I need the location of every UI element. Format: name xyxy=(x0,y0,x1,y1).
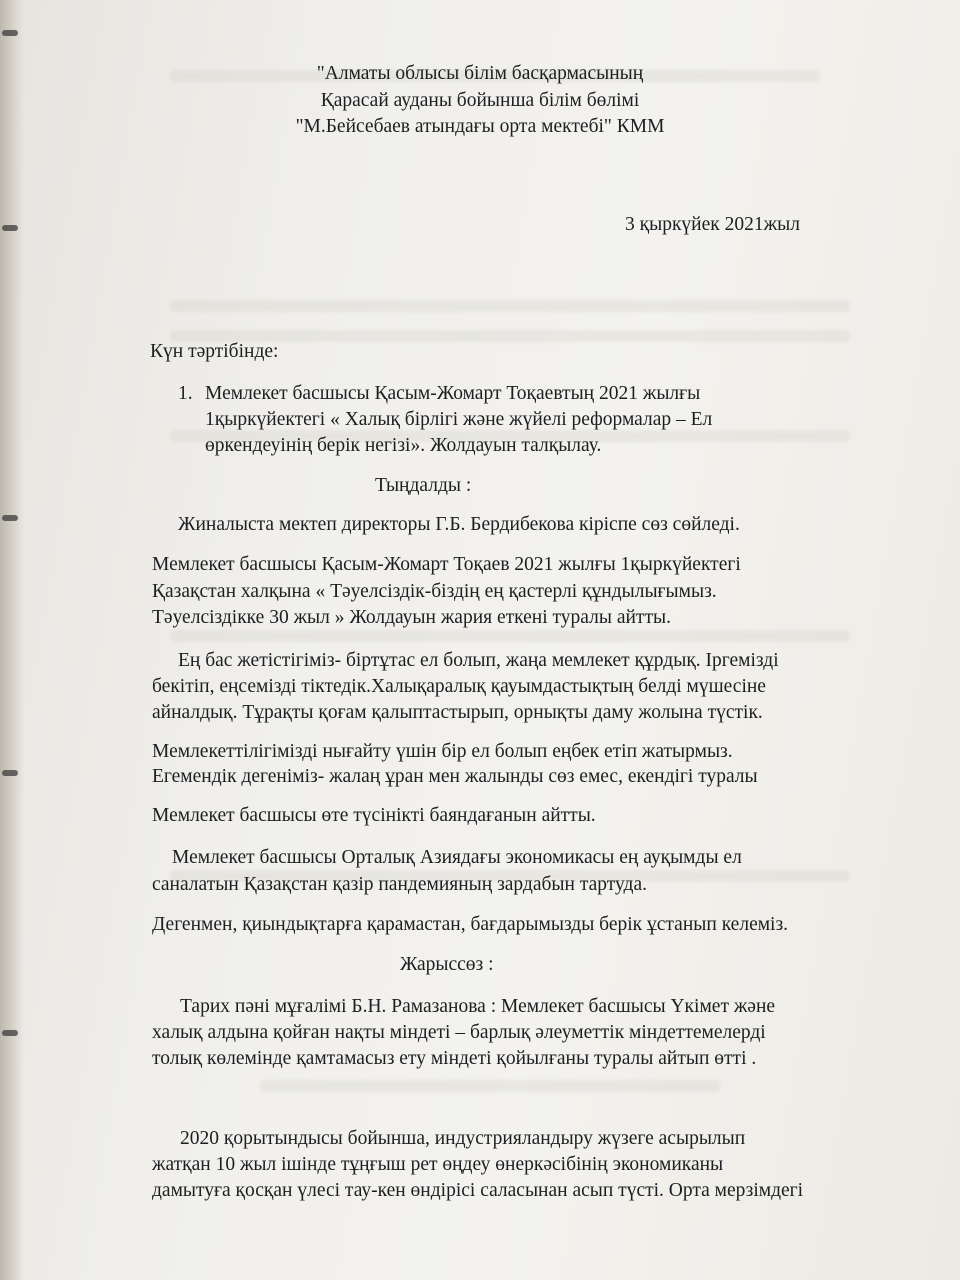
paragraph-line: Тәуелсіздікке 30 жыл » Жолдауын жария еткені туралы айтты. xyxy=(152,607,671,628)
paragraph-line: Мемлекет басшысы Қасым-Жомарт Тоқаев 2021 жылғы 1қыркүйектегі xyxy=(152,554,741,575)
debate-line: Тарих пәні мұғалімі Б.Н. Рамазанова : Мемлекет басшысы Үкімет және xyxy=(180,996,776,1017)
heard-title: Тыңдалды : xyxy=(375,475,472,496)
show-through xyxy=(260,1080,720,1092)
binder-mark xyxy=(2,30,18,36)
paragraph-line: Мемлекеттілігімізді нығайту үшін бір ел болып еңбек етіп жатырмыз. xyxy=(152,741,733,762)
paragraph-line: Жиналыста мектеп директоры Г.Б. Бердибекова кіріспе сөз сөйледі. xyxy=(178,514,740,535)
agenda-item-line: 1қыркүйектегі « Халық бірлігі және жүйелі реформалар – Ел xyxy=(205,409,713,430)
header-line-2: Қарасай ауданы бойынша білім бөлімі xyxy=(320,90,640,111)
paragraph-line: Қазақстан халқына « Тәуелсіздік-біздің ең қастерлі құндылығымыз. xyxy=(152,581,717,602)
agenda-item-line: өркендеуінің берік негізі». Жолдауын талқылау. xyxy=(205,435,602,456)
paragraph-line: саналатын Қазақстан қазір пандемияның зардабын тартуда. xyxy=(152,874,647,895)
debate-line: толық көлемінде қамтамасыз ету міндеті қойылғаны туралы айтып өтті . xyxy=(152,1048,757,1069)
header-line-3: "М.Бейсебаев атындағы орта мектебі" КММ xyxy=(295,116,665,137)
show-through xyxy=(170,300,850,312)
agenda-title: Күн тәртібінде: xyxy=(150,341,279,362)
paragraph-line: бекітіп, еңсемізді тіктедік.Халықаралық қауымдастықтың белді мүшесіне xyxy=(152,676,766,697)
paragraph-line: Мемлекет басшысы өте түсінікті баяндағанын айтты. xyxy=(152,805,596,826)
final-line: жатқан 10 жыл ішінде тұңғыш рет өңдеу өнеркәсібінің экономиканы xyxy=(152,1154,724,1175)
binder-mark xyxy=(2,515,18,521)
document-date: 3 қыркүйек 2021жыл xyxy=(625,214,800,235)
final-line: 2020 қорытындысы бойынша, индустрияландыру жүзеге асырылып xyxy=(180,1128,746,1149)
paragraph-line: Дегенмен, қиындықтарға қарамастан, бағдарымызды берік ұстанып келеміз. xyxy=(152,914,789,935)
binder-mark xyxy=(2,1030,18,1036)
paragraph-line: Егемендік дегеніміз- жалаң ұран мен жалынды сөз емес, екендігі туралы xyxy=(152,766,758,787)
agenda-item-line: Мемлекет басшысы Қасым-Жомарт Тоқаевтың 2021 жылғы xyxy=(205,383,701,404)
binder-mark xyxy=(2,225,18,231)
header-line-1: "Алматы облысы білім басқармасының xyxy=(316,63,644,84)
paragraph-line: Ең бас жетістігіміз- біртұтас ел болып, жаңа мемлекет құрдық. Іргемізді xyxy=(178,650,779,671)
agenda-item-number: 1. xyxy=(178,383,193,404)
final-line: дамытуға қосқан үлесі тау-кен өндірісі саласынан асып түсті. Орта мерзімдегі xyxy=(152,1180,804,1201)
binder-mark xyxy=(2,770,18,776)
show-through xyxy=(170,630,850,642)
paragraph-line: айналдық. Тұрақты қоғам қалыптастырып, орнықты даму жолына түстік. xyxy=(152,702,763,723)
debate-title: Жарыссөз : xyxy=(400,954,494,975)
binding-shadow xyxy=(0,0,24,1280)
debate-line: халық алдына қойған нақты міндеті – барлық әлеуметтік міндеттемелерді xyxy=(152,1022,766,1043)
paragraph-line: Мемлекет басшысы Орталық Азиядағы экономикасы ең ауқымды ел xyxy=(172,847,742,868)
